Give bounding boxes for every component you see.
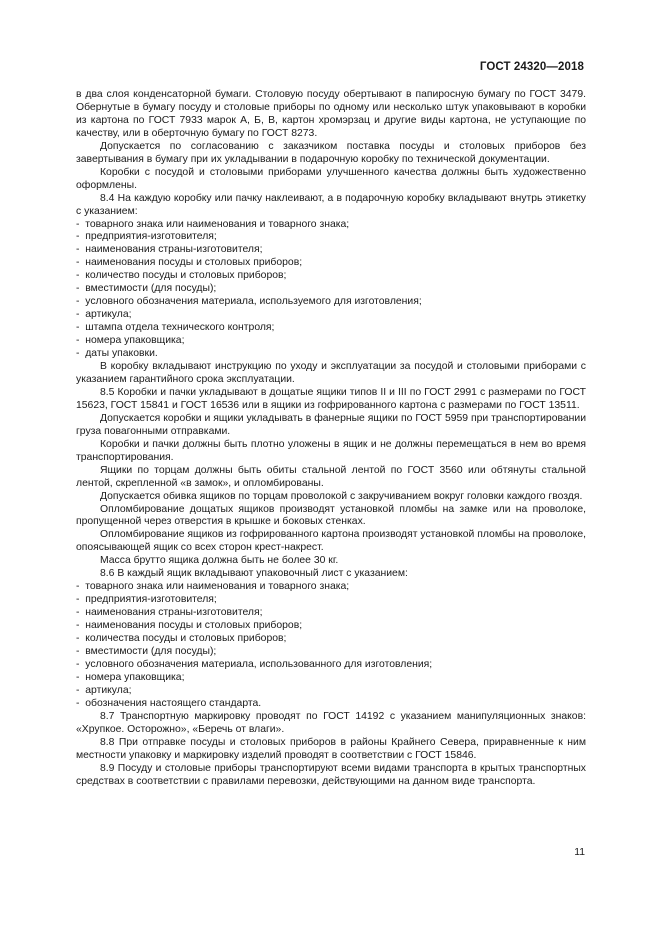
document-header	[480, 61, 584, 73]
list-item: - товарного знака или наименования и товарного знака;	[76, 581, 586, 594]
list-item: - количество посуды и столовых приборов;	[76, 270, 586, 283]
paragraph: Коробки и пачки должны быть плотно уложены в ящик и не должны перемещаться в нем во время транспортирования.	[76, 438, 586, 463]
paragraph: Опломбирование ящиков из гофрированного картона производят установкой пломбы на проволоке, опоясывающей ящик со всех сторон крест-накрест.	[76, 529, 586, 554]
list-item: - даты упаковки.	[76, 348, 586, 361]
list-item: - номера упаковщика;	[76, 335, 586, 348]
paragraph: Ящики по торцам должны быть обиты стальной лентой по ГОСТ 3560 или обтянуты стальной лентой, скрепленной «в замок», и опломбированы.	[76, 464, 586, 489]
list-item: - вместимости (для посуды);	[76, 283, 586, 296]
list-item: - артикула;	[76, 309, 586, 322]
list-item: - номера упаковщика;	[76, 672, 586, 685]
paragraph: Допускается по согласованию с заказчиком поставка посуды и столовых приборов без завертывания в бумагу при их укладывании в подарочную коробку по технической документации.	[76, 140, 586, 165]
list-item: - количества посуды и столовых приборов;	[76, 633, 586, 646]
paragraph: в два слоя конденсаторной бумаги. Столовую посуду обертывают в папиросную бумагу по ГОСТ 3479. Обернутые в бумагу посуду и столовые приборы по одному или несколько штук упаковывают в коробки из картона по ГОСТ 7933 марок А, Б, В, картон хромэрзац и другие виды картона, не уступающие по качеству, или в оберточную бумагу по ГОСТ 8273.	[76, 89, 586, 139]
page-number: 11	[574, 847, 585, 858]
list-item: - артикула;	[76, 685, 586, 698]
clause-8-8: 8.8 При отправке посуды и столовых приборов в районы Крайнего Севера, приравненные к ним местности упаковку и маркировку изделий проводят в соответствии с ГОСТ 15846.	[76, 736, 586, 761]
paragraph: Коробки с посудой и столовыми приборами улучшенного качества должны быть художественно оформлены.	[76, 166, 586, 191]
list-item: - вместимости (для посуды);	[76, 646, 586, 659]
paragraph: В коробку вкладывают инструкцию по уходу и эксплуатации за посудой и столовыми приборами с указанием гарантийного срока эксплуатации.	[76, 361, 586, 385]
label-requirements-list	[76, 219, 586, 361]
clause-8-9: 8.9 Посуду и столовые приборы транспортируют всеми видами транспорта в крытых транспортных средствах в соответствии с правилами перевозки, действующими на данном виде транспорта.	[76, 762, 586, 787]
list-item: - условного обозначения материала, используемого для изготовления;	[76, 296, 586, 309]
clause-8-7: 8.7 Транспортную маркировку проводят по ГОСТ 14192 с указанием манипуляционных знаков: «Хрупкое. Осторожно», «Беречь от влаги».	[76, 710, 586, 735]
paragraph: Опломбирование дощатых ящиков производят установкой пломбы на замке или на проволоке, пропущенной через отверстия в крышке и боковых стенках.	[76, 503, 586, 528]
paragraph: Масса брутто ящика должна быть не более 30 кг.	[100, 555, 339, 567]
list-item: - наименования посуды и столовых приборов;	[76, 257, 586, 270]
list-item: - предприятия-изготовителя;	[76, 231, 586, 244]
paragraph: Допускается коробки и ящики укладывать в фанерные ящики по ГОСТ 5959 при транспортировании груза повагонными отправками.	[76, 412, 586, 437]
clause-8-6: 8.6 В каждый ящик вкладывают упаковочный лист с указанием:	[100, 568, 408, 580]
page-footer	[574, 847, 585, 858]
list-item: - обозначения настоящего стандарта.	[76, 698, 586, 711]
list-item: - штампа отдела технического контроля;	[76, 322, 586, 335]
list-item: - наименования страны-изготовителя;	[76, 607, 586, 620]
clause-8-4: 8.4 На каждую коробку или пачку наклеивают, а в подарочную коробку вкладывают внутрь этикетку с указанием:	[76, 192, 586, 217]
document-body	[76, 89, 586, 788]
packing-list-requirements	[76, 581, 586, 711]
paragraph: Допускается обивка ящиков по торцам проволокой с закручиванием вокруг головки каждого гвоздя.	[100, 490, 583, 502]
standard-number: ГОСТ 24320—2018	[479, 61, 584, 73]
list-item: - наименования посуды и столовых приборов;	[76, 620, 586, 633]
list-item: - предприятия-изготовителя;	[76, 594, 586, 607]
list-item: - товарного знака или наименования и товарного знака;	[76, 219, 586, 232]
clause-8-5: 8.5 Коробки и пачки укладывают в дощатые ящики типов II и III по ГОСТ 2991 с размерами по ГОСТ 15623, ГОСТ 15841 и ГОСТ 16536 или в ящики из гофрированного картона с размерами по ГОСТ 13511.	[76, 386, 586, 411]
list-item: - условного обозначения материала, использованного для изготовления;	[76, 659, 586, 672]
list-item: - наименования страны-изготовителя;	[76, 244, 586, 257]
